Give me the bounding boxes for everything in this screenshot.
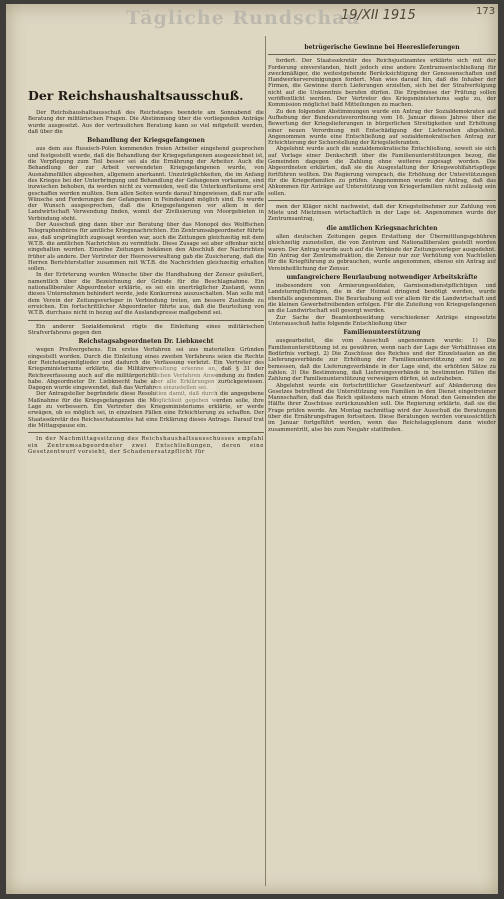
article-intro: Der Reichshaushaltsausschuß des Reichstages beendete am Sonnabend die Beratung der militärischen Fragen. Die Abstimmung über die vorliegenden Anträge wurde ausgesetzt. Aus der vertraulichen Beratung kann so viel mitgeteilt werden, daß über die xyxy=(28,110,264,135)
paragraph: Ein anderer Sozialdemokrat rügte die Einleitung eines militärischen Strafverfahrens gegen den xyxy=(28,323,264,336)
divider-rule xyxy=(268,54,496,55)
glue-stain xyxy=(156,364,216,404)
handwritten-date: 19/XII 1915 xyxy=(341,8,416,23)
divider-rule xyxy=(28,320,264,321)
paragraph: Zur Sache der Beamtenbesoldung verschiedener Anträge eingesetzte Unterausschuß hatte folgende Entschließung über xyxy=(268,314,496,327)
paragraph: Der Antragsteller begründete diese Resolution damit, daß durch die angegebene Maßnahme für die Kriegsgefangenen die Möglichkeit gegeben werden solle, ihre Lage zu verbessern. Ein Vertreter des Kriegsministeriums erklärte, er werde erwägen, ob es möglich sei, in einzelnen Fällen eine Erleichterung zu schaffen. Der Staatssekretär des Reichsschatzamtes hat eine Erklärung dieses Antrags. Darauf trat die Mittagspause ein. xyxy=(28,391,264,429)
subhead-prisoners: Behandlung der Kriegsgefangenen xyxy=(87,137,205,145)
divider-rule xyxy=(268,200,496,201)
subhead-furlough: umfangreichere Beurlaubung notwendiger Arbeitskräfte xyxy=(286,273,478,281)
column-divider xyxy=(265,36,266,886)
paragraph: Abgelehnt wurde ein fortschrittlicher Gesetzentwurf auf Abänderung des Gesetzes betreffend die Unterstützung von Familien in den Dienst eingetretener Mannschaften, daß das Reich spätestens nach einem Monat den Gemeinden die Hälfte ihrer Zuschüsse zurückzuzahlen soll. Die Regierung erklärte, daß sie die Frage prüfen werde. Am Montag nachmittag wird der Ausschuß die Beratungen über die Ernährungsfragen fortsetzen. Diese Beratungen werden voraussichtlich im Januar fortgeführt werden, wenn das Reichstagsplenum dann wieder zusammentritt, also bis zum Neujahr stattfinden. xyxy=(268,382,496,433)
paragraph: men der Kläger nicht nachweist, daß der Kriegsteilnehmer zur Zahlung von Miete und Mietzinsen wirtschaftlich in der Lage ist. Angenommen wurde der Zentrumsantrag, xyxy=(268,203,496,223)
divider-rule xyxy=(28,432,264,433)
newspaper-clipping xyxy=(6,4,498,894)
article-headline: Der Reichshaushaltsausschuß. xyxy=(28,88,244,103)
right-column xyxy=(268,42,496,882)
paragraph: fordert. Der Staatssekretär des Reichsjustizamtes erklärte sich mit der Forderung einverstanden, hielt jedoch eine andere Zentrumsentschließung für zweckmäßiger, die weitestgehende Berücksichtigung der Genossenschaften und Handwerkervereinigungen fordert. Man wies darauf hin, daß die Inhaber der Firmen, die Gewinne durch Lieferungen erzielten, sich bei der Strafverfolgung nicht auf die Unkenntnis berufen dürfen. Die Ergebnisse der Prüfung sollen veröffentlicht werden. Der Vertreter des Kriegsministeriums sagte zu, der Kommission möglichst bald Mitteilungen zu machen. xyxy=(268,58,496,109)
subhead-family-support: Familienunterstützung xyxy=(343,329,421,337)
masthead xyxy=(6,4,498,30)
paragraph: Abgelehnt wurde auch die sozialdemokratische Entschließung, soweit sie sich auf Vorlage einer Denkschrift über die Familienunterstützungen bezog, die Gemeinden dagegen die Zahlung ohne weiteres zugesagt worden. Die Abgeordneten erklärten, daß sie die Ausgestaltung der Kriegswohlfahrtspflege fortführen wollten. Die Regierung versprach, die Erhöhung der Unterstützungen für die Kriegerfamilien zu prüfen. Angenommen wurde der Antrag, daß das Abkommen für Anträge auf Unterstützung von Kriegerfamilien nicht zulässig sein sollen. xyxy=(268,146,496,197)
paragraph: wegen Preßvergehens. Ein erstes Verfahren sei aus materiellen Gründen eingestellt worden. Durch die Einleitung eines zweiten Verfahrens seien die Rechte der Reichstagsmitglieder und dadurch die Verfassung verletzt. Ein Vertreter des Kriegsministeriums erklärte, die Militärverwaltung erkenne an, daß § 31 der Reichsverfassung auch auf die militärgerichtlichen Verfahren Anwendung zu finden habe. Abgeordneter Dr. Liebknecht habe aber alle Erklärungen zurückgewiesen. Dagegen wurde eingewendet, daß das Verfahren einzustellen sei. xyxy=(28,347,264,392)
subhead-liebknecht: Reichstagsabgeordneten Dr. Liebknecht xyxy=(78,338,214,346)
handwritten-number: 173 xyxy=(476,6,496,17)
paragraph: ausgearbeitet, die vom Ausschuß angenommen wurde: 1) Die Familienunterstützung ist zu gewähren, wenn nach der Lage der Verhältnisse ein Bedürfnis vorliegt. 2) Die Zuschüsse des Reiches und der Einzelstaaten an die Lieferungsverbände zur Erhöhung der Familienunterstützung sind so zu bemessen, daß die Lieferungsverbände in der Lage sind, die erhöhten Sätze zu zahlen. 3) Die Bestimmung, daß Lieferungsverbände in bestimmten Fällen die Zahlung der Familienunterstützung verweigern dürfen, ist aufzuheben. xyxy=(268,338,496,383)
paragraph: Der Ausschuß ging dann über zur Beratung über das Monopol des Wolffschen Telegraphenbüros für amtliche Kriegsnachrichten. Ein Zentrumsabgeordneter führte aus, daß ursprünglich zugesagt worden war, auch die Zeitungen gleichzeitig mit dem W.T.B. die amtlichen Nachrichten zu vermitteln. Diese Zusage sei aber offenbar nicht eingehalten worden. Einzelne Zeitungen bekämen den Abschluß der Nachrichten früher als andere. Der Vertreter der Heeresverwaltung gab die Zusicherung, daß die Herren Berichterstatter zusammen mit W.T.B. die Nachrichten gleichzeitig erhalten sollen. xyxy=(28,222,264,273)
left-column xyxy=(28,84,264,864)
newspaper-title: Tägliche Rundschau xyxy=(126,7,361,29)
column-header: betrügerische Gewinne bei Heereslieferungen xyxy=(304,44,460,51)
paragraph: insbesondere von Armierungssoldaten, Garnisonsdienstpflichtigen und Landsturmpflichtigen, die in der Heimat dringend benötigt werden, wurde ebenfalls angenommen. Die Beurlaubung soll vor allem für die Landwirtschaft und die kleinen Gewerbetreibenden erfolgen. Für die Zuteilung von Kriegsgefangenen an die Landwirtschaft soll gesorgt werden. xyxy=(268,283,496,315)
paragraph: Zu den folgenden Abstimmungen wurde ein Antrag der Sozialdemokraten auf Aufhebung der Bundesratsverordnung vom 16. Januar dieses Jahres über die Bewertung der Kriegslieferungen in bürgerlichen Streitigkeiten und Erhöhung einer neuen Verordnung mit Entschädigung der Lieferanten abgelehnt. Angenommen wurde eine Entschließung auf sozialdemokratischen Antrag zur Erleichterung der Sicherstellung der Kriegslieferanten. xyxy=(268,108,496,147)
paragraph: allen deutschen Zeitungen gegen Erstattung der Übermittlungsgebühren gleichzeitig zuzustellen, die von Zentrum und Nationalliberalen gestellt worden waren. Der Antrag wurde auch auf die Verbände der Zeitungsverleger ausgedehnt. Ein Antrag der Zentrumsfraktion, die Zensur nur zur Verhütung von Nachteilen für die Kriegführung zu gebrauchen, wurde angenommen, ebenso ein Antrag auf Vereinheitlichung der Zensur. xyxy=(268,234,496,272)
subhead-war-news: die amtlichen Kriegsnachrichten xyxy=(326,224,438,232)
paragraph: In der Erörterung wurden Wünsche über die Handhabung der Zensur geäußert, namentlich über die Bezeichnung der Gründe für die Beschlagnahme. Ein nationalliberaler Abgeordneter erklärte, es sei ein unerträglicher Zustand, wenn dieses Unternehmen behindert werde, jede Konkurrenz auszuschalten. Man solle mit dem Verein der Zeitungsverleger in Verbindung treten, um bessere Zustände zu erreichen. Ein fortschrittlicher Abgeordneter führte aus, daß die Beurteilung von W.T.B. durchaus nicht in bezug auf die Auslandspresse maßgebend sei. xyxy=(28,272,264,317)
paragraph: aus dem aus Russisch-Polen kommenden freien Arbeiter eingehend gesprochen und festgestellt wurde, daß die Behandlung der Kriegsgefangenen ausgezeichnet ist, die Verpflegung zum Teil besser sei als die Ernährung der Arbeiter. Auch die Behandlung der zur Arbeit verwendeten Kriegsgefangenen wurde, von Ausnahmefällen abgesehen, allgemein anerkannt. Unzuträglichkeiten, die im Anfang des Krieges bei der Unterbringung und Behandlung der Gefangenen vorkamen, sind inzwischen behoben, da worden nicht zu vermeiden, weil die Unterkunftsräume erst geschaffen werden mußten. Dem allen Seiten wurde darauf hingewiesen, daß nur alle Wünsche und Forderungen der Gefangenen in Feindesland möglich sind. Es wurde der Wunsch ausgesprochen, daß die Kriegsgefangenen vor allem in der Landwirtschaft Verwendung finden, womit der Zivilisierung von Moorgebieten in Verbindung steht. xyxy=(28,146,264,222)
paragraph: In der Nachmittagssitzung des Reichshaushaltsausschusses empfahl ein Zentrumsabgeordneter zwei Entschließungen, deren eine Gesetzentwurf vorsieht, der Schadenersatzpflicht für xyxy=(28,436,264,455)
